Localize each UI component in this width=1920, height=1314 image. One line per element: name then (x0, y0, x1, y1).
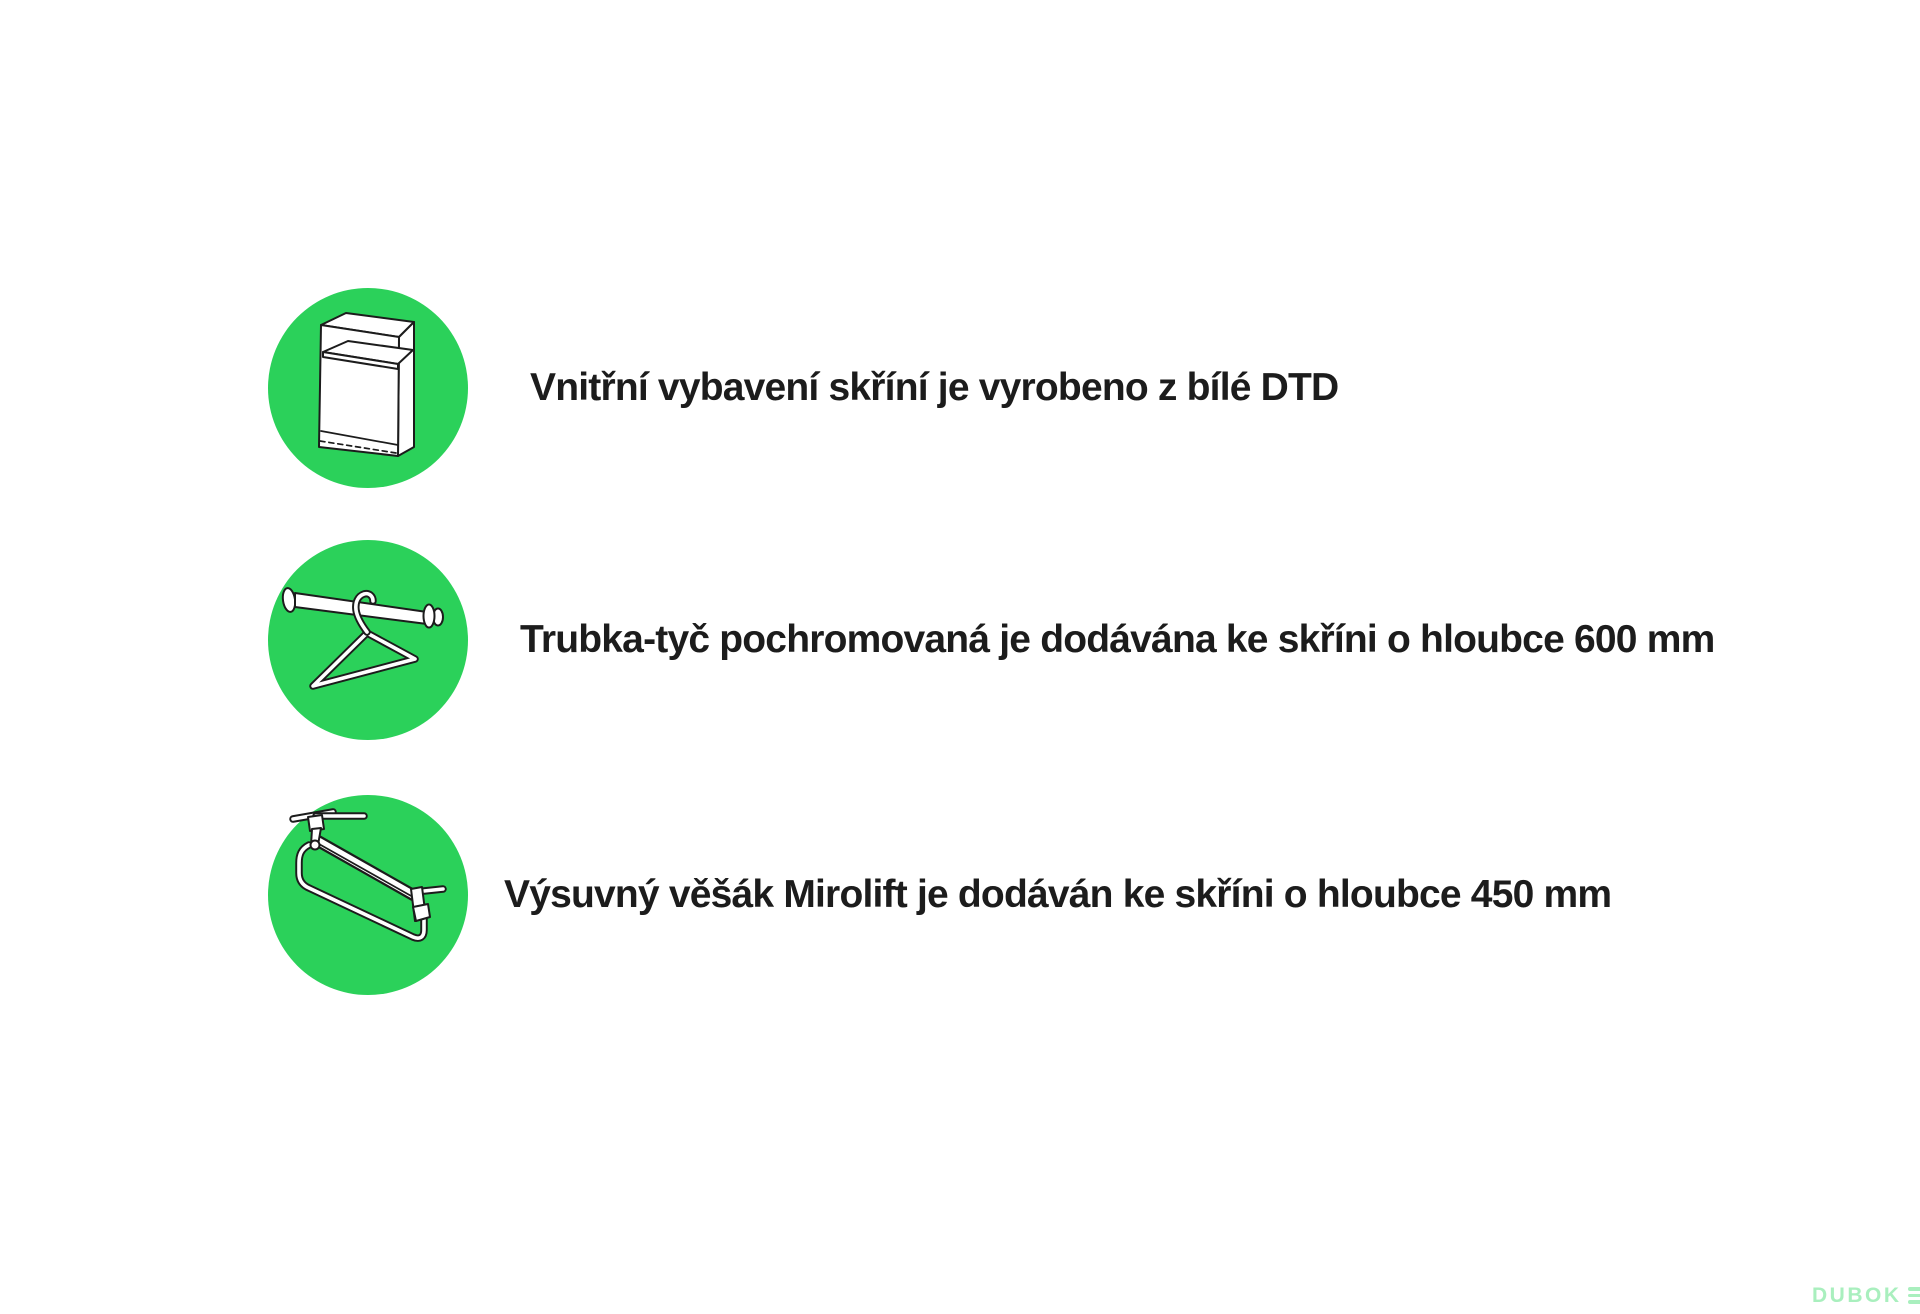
brand-watermark (1812, 1285, 1920, 1306)
logo-tagline-line (1908, 1287, 1920, 1291)
feature-row-wardrobe (268, 288, 1338, 488)
feature-row-rail (268, 540, 1714, 740)
logo-tagline-line (1908, 1300, 1920, 1304)
logo-tagline-line (1908, 1294, 1920, 1298)
brand-logo-text: DUBOK (1812, 1284, 1902, 1307)
feature-row-mirolift (268, 795, 1611, 995)
clothes-rail-with-hanger-icon (268, 540, 468, 740)
brand-tagline-lines (1908, 1285, 1920, 1304)
pull-out-hanger-icon (268, 795, 468, 995)
feature-text: Výsuvný věšák Mirolift je dodáván ke skříni o hloubce 450 mm (504, 873, 1612, 916)
feature-text: Trubka-tyč pochromovaná je dodávána ke skříni o hloubce 600 mm (520, 618, 1715, 661)
wardrobe-icon (268, 288, 468, 488)
feature-text: Vnitřní vybavení skříní je vyrobeno z bílé DTD (530, 366, 1339, 409)
